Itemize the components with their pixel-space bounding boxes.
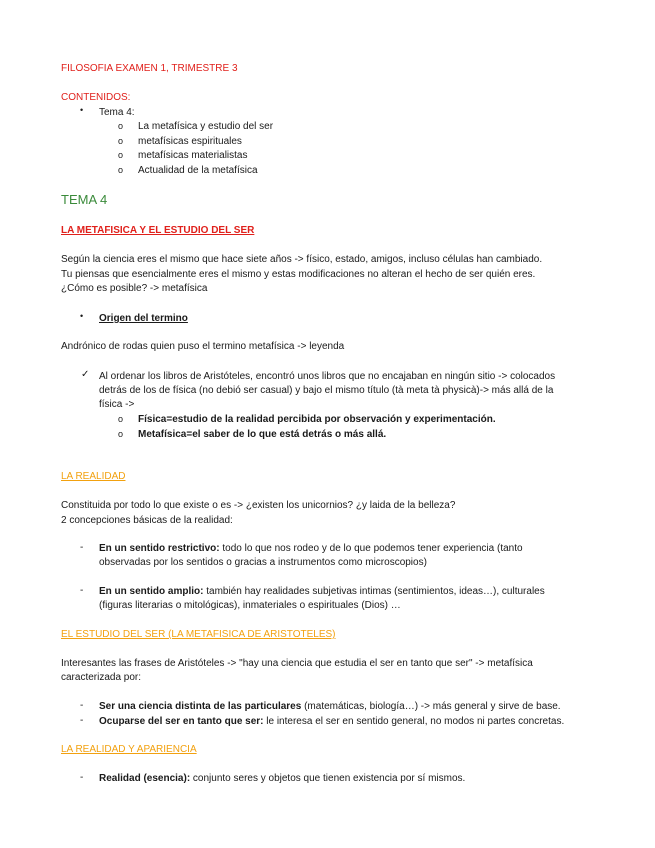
dash-bullet-icon: - — [80, 542, 84, 553]
paragraph-line: física -> — [99, 399, 135, 410]
circle-bullet-icon: o — [118, 414, 124, 424]
paragraph-line: Al ordenar los libros de Aristóteles, encontró unos libros que no encajaban en ningún sitio -> colocados — [99, 371, 556, 382]
section3-heading: EL ESTUDIO DEL SER (LA METAFISICA DE ARISTOTELES) — [61, 629, 336, 640]
contents-subitem: Actualidad de la metafísica — [138, 165, 258, 176]
list-item-text: todo lo que nos rodeo y de lo que podemos tener experiencia (tanto — [219, 543, 523, 554]
paragraph-line: ¿Cómo es posible? -> metafísica — [61, 283, 208, 294]
paragraph-line: observadas por los sentidos o gracias a instrumentos como microscopios) — [99, 557, 427, 568]
paragraph-line: 2 concepciones básicas de la realidad: — [61, 515, 233, 526]
list-item-bold: En un sentido restrictivo: — [99, 543, 220, 554]
list-item-bold: En un sentido amplio: — [99, 586, 204, 597]
contents-subitem: metafísicas espirituales — [138, 136, 242, 147]
circle-bullet-icon: o — [118, 136, 124, 146]
dash-bullet-icon: - — [80, 772, 84, 783]
circle-bullet-icon: o — [118, 165, 124, 175]
subbullet-line: Metafísica=el saber de lo que está detrás o más allá. — [138, 429, 387, 440]
paragraph-line: Interesantes las frases de Aristóteles -> "hay una ciencia que estudia el ser en tanto que ser" -> metafísica — [61, 658, 533, 669]
dash-bullet-icon: - — [80, 715, 84, 726]
section1-heading: LA METAFISICA Y EL ESTUDIO DEL SER — [61, 225, 255, 236]
list-item-text: le interesa el ser en sentido general, no modos ni partes concretas. — [263, 716, 565, 727]
list-item — [99, 585, 545, 598]
paragraph-line: caracterizada por: — [61, 672, 142, 683]
list-item-text: conjunto seres y objetos que tienen existencia por sí mismos. — [190, 773, 466, 784]
bullet-icon: • — [80, 311, 84, 321]
list-item — [99, 542, 523, 555]
circle-bullet-icon: o — [118, 121, 124, 131]
paragraph-line: Constituida por todo lo que existe o es -> ¿existen los unicornios? ¿y laida de la belleza? — [61, 500, 456, 511]
section4-heading: LA REALIDAD Y APARIENCIA — [61, 744, 197, 755]
paragraph-line: (figuras literarias o mitológicas), inmateriales o espirituales (Dios) … — [99, 600, 401, 611]
circle-bullet-icon: o — [118, 429, 124, 439]
tema-heading: TEMA 4 — [61, 192, 108, 207]
dash-bullet-icon: - — [80, 585, 84, 596]
origin-heading: Origen del termino — [99, 313, 188, 324]
paragraph-line: detrás de los de física (no debió ser casual) y bajo el mismo título (tà meta tà physicà)-> más allá de la — [99, 385, 554, 396]
list-item-text: también hay realidades subjetivas intimas (sentimientos, ideas…), culturales — [203, 586, 545, 597]
list-item-bold: Ser una ciencia distinta de las particulares — [99, 701, 302, 712]
contents-heading: CONTENIDOS: — [61, 92, 131, 103]
bullet-icon: • — [80, 105, 84, 115]
contents-subitem: La metafísica y estudio del ser — [138, 121, 274, 132]
section2-heading: LA REALIDAD — [61, 471, 126, 482]
dash-bullet-icon: - — [80, 700, 84, 711]
subbullet-line: Física=estudio de la realidad percibida por observación y experimentación. — [138, 414, 496, 425]
paragraph-line: Andrónico de rodas quien puso el termino metafísica -> leyenda — [61, 341, 345, 352]
list-item-bold: Ocuparse del ser en tanto que ser: — [99, 716, 264, 727]
list-item-bold: Realidad (esencia): — [99, 773, 191, 784]
paragraph-line: Según la ciencia eres el mismo que hace siete años -> físico, estado, amigos, incluso células han cambiado. — [61, 254, 543, 265]
check-icon: ✓ — [81, 369, 90, 380]
list-item — [99, 715, 564, 728]
document-title: FILOSOFIA EXAMEN 1, TRIMESTRE 3 — [61, 63, 238, 74]
contents-item: Tema 4: — [99, 107, 135, 118]
list-item — [99, 700, 561, 713]
list-item-text: (matemáticas, biología…) -> más general y sirve de base. — [301, 701, 561, 712]
list-item — [99, 772, 465, 785]
circle-bullet-icon: o — [118, 150, 124, 160]
paragraph-line: Tu piensas que esencialmente eres el mismo y estas modificaciones no alteran el hecho de ser quién eres. — [61, 269, 536, 280]
contents-subitem: metafísicas materialistas — [138, 150, 248, 161]
